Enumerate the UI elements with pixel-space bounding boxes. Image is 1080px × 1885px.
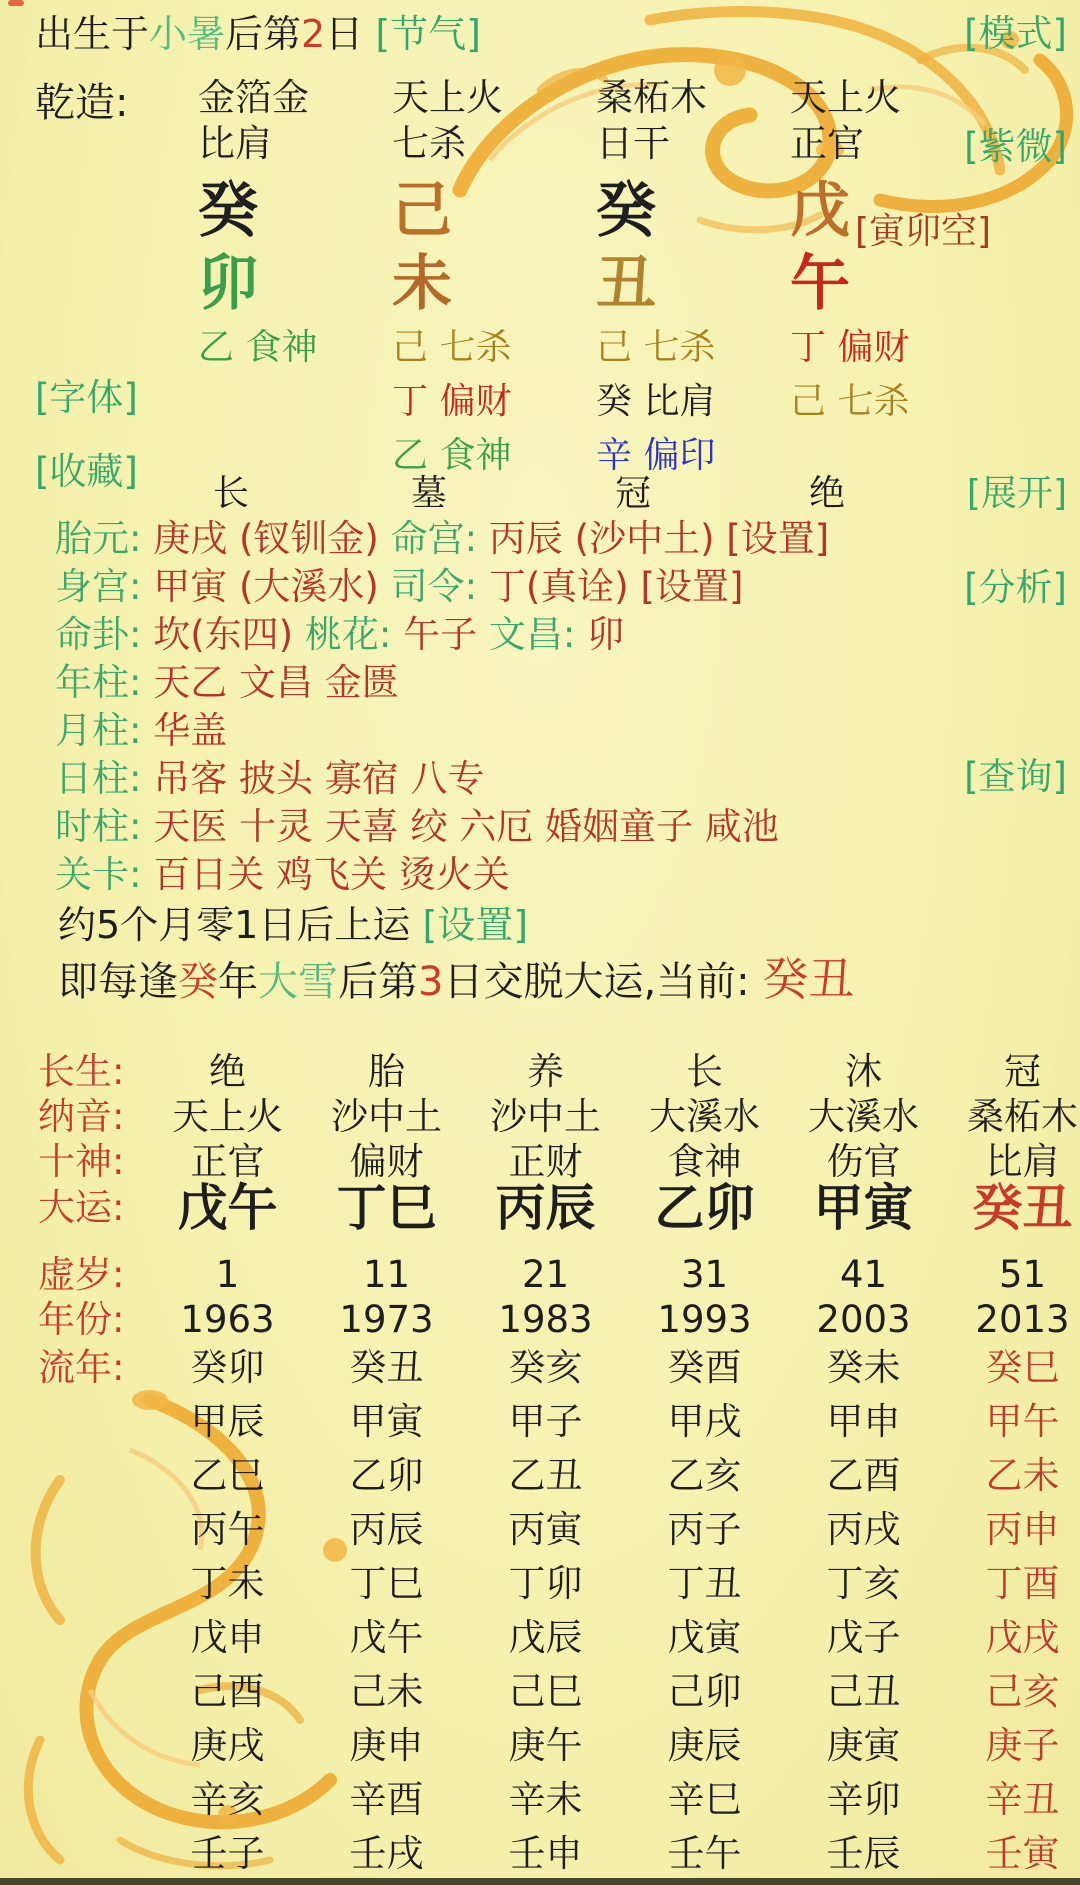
stage-cell: 绝	[209, 1050, 246, 1093]
luck-segment: 年	[218, 959, 258, 1005]
query-button[interactable]: [查询]	[964, 755, 1067, 798]
info-segment: 文昌:	[488, 613, 588, 656]
birth-term-segment: 后第	[225, 12, 302, 56]
liunian-cell[interactable]: 丁卯	[508, 1562, 583, 1605]
info-segment: 胎元:	[55, 517, 154, 560]
pillar-month	[392, 75, 584, 483]
dayun-cell[interactable]: 戊午	[177, 1179, 278, 1237]
liunian-cell[interactable]: 庚子	[985, 1724, 1060, 1767]
year-cell: 1963	[180, 1298, 275, 1341]
jieqi-button[interactable]: [节气]	[375, 12, 481, 56]
liunian-cell[interactable]: 癸亥	[508, 1346, 583, 1389]
luck-segment: 约5个月零1日后上运	[58, 903, 423, 947]
hidden-stems	[790, 321, 982, 429]
liunian-cell[interactable]: 戊辰	[508, 1616, 583, 1659]
liunian-cell[interactable]: 庚戌	[190, 1724, 265, 1767]
liunian-row	[0, 1557, 1080, 1611]
liunian-cells	[148, 1557, 1080, 1611]
stage-hour: 绝	[808, 473, 845, 514]
nayin-cell: 沙中土	[331, 1095, 442, 1138]
year-cell: 1973	[339, 1298, 434, 1341]
liunian-cell[interactable]: 己丑	[826, 1670, 901, 1713]
liunian-row	[0, 1665, 1080, 1719]
pillar-shishen: 比肩	[198, 122, 272, 165]
minggua-row	[55, 612, 1080, 658]
liunian-cell[interactable]: 甲戌	[667, 1400, 742, 1443]
liunian-cell[interactable]: 壬辰	[826, 1832, 901, 1875]
liunian-cell[interactable]: 甲寅	[349, 1400, 424, 1443]
liunian-cell[interactable]: 庚申	[349, 1724, 424, 1767]
liunian-cell[interactable]: 癸丑	[349, 1346, 424, 1389]
liunian-cell[interactable]: 己亥	[985, 1670, 1060, 1713]
liunian-cell[interactable]: 丁丑	[667, 1562, 742, 1605]
liunian-cell[interactable]: 丁亥	[826, 1562, 901, 1605]
info-segment: 时柱:	[55, 805, 154, 848]
luck-onset-line	[58, 903, 1080, 949]
nayin-cell: 大溪水	[808, 1095, 919, 1138]
guanka-row	[55, 852, 1080, 898]
earthly-branch[interactable]: 未	[392, 249, 452, 319]
liunian-cell[interactable]: 己未	[349, 1670, 424, 1713]
stage-cells	[148, 1049, 1080, 1095]
info-segment: 司令:	[390, 565, 489, 608]
luck-segment: 3	[418, 959, 444, 1005]
stage-year: 长	[212, 473, 249, 514]
hidden-stems	[392, 321, 584, 483]
liunian-cells	[148, 1665, 1080, 1719]
stage-day: 冠	[614, 473, 651, 514]
heavenly-stem[interactable]: 戊	[790, 176, 850, 246]
liunian-cell[interactable]: 甲申	[826, 1400, 901, 1443]
stage-cell: 胎	[368, 1050, 405, 1093]
stage-month: 墓	[410, 473, 447, 514]
hidden-stem: 己 七杀	[596, 327, 716, 368]
shishen-cell: 偏财	[349, 1140, 424, 1183]
birth-term-segment: 小暑	[149, 12, 226, 56]
liunian-cell[interactable]: 癸酉	[667, 1346, 742, 1389]
stage-cell: 沐	[845, 1050, 882, 1093]
heavenly-stem[interactable]: 癸	[596, 176, 656, 246]
liunian-cell[interactable]: 乙酉	[826, 1454, 901, 1497]
year-cell: 1993	[657, 1298, 752, 1341]
hidden-stem: 己 七杀	[790, 381, 910, 422]
minggong-settings-button[interactable]: [设置]	[726, 517, 830, 560]
age-cell: 31	[680, 1253, 729, 1296]
nayin-table-row	[0, 1094, 1080, 1140]
info-segment: 午子	[403, 613, 489, 656]
hidden-stems	[198, 321, 390, 375]
hour-pillar-stars-row	[55, 804, 1080, 850]
earthly-branch[interactable]: 午	[790, 249, 850, 319]
liunian-cell[interactable]: 戊午	[349, 1616, 424, 1659]
liunian-cell[interactable]: 丁未	[190, 1562, 265, 1605]
year-pillar-stars-row	[55, 660, 1080, 706]
stage-table-row	[0, 1049, 1080, 1095]
nayin-cells	[148, 1094, 1080, 1140]
ziwei-button[interactable]: [紫微]	[964, 125, 1067, 168]
month-pillar-stars-row	[55, 708, 1080, 754]
info-segment: 丁(真诠)	[488, 565, 641, 608]
liunian-cell[interactable]: 丙子	[667, 1508, 742, 1551]
hidden-stem: 乙 食神	[392, 435, 512, 476]
info-segment: 关卡:	[55, 853, 154, 896]
dayun-table-row	[0, 1176, 1080, 1240]
row-label: 虚岁:	[38, 1253, 125, 1296]
year-cell: 2013	[975, 1298, 1070, 1341]
luck-segment: 后第	[338, 959, 418, 1005]
liunian-cell[interactable]: 乙亥	[667, 1454, 742, 1497]
info-segment: 甲寅 (大溪水)	[153, 565, 391, 608]
pillar-shishen: 七杀	[392, 122, 466, 165]
liunian-row	[0, 1395, 1080, 1449]
hidden-stem: 辛 偏印	[596, 435, 716, 476]
pillar-nayin: 桑柘木	[596, 76, 707, 119]
pillar-shishen: 正官	[790, 122, 864, 165]
heavenly-stem[interactable]: 癸	[198, 176, 258, 246]
nayin-cell: 大溪水	[649, 1095, 760, 1138]
dayun-cell[interactable]: 乙卯	[654, 1179, 755, 1237]
liunian-row	[0, 1827, 1080, 1881]
liunian-cell[interactable]: 辛丑	[985, 1778, 1060, 1821]
liunian-cell[interactable]: 丙辰	[349, 1508, 424, 1551]
liunian-cell[interactable]: 辛卯	[826, 1778, 901, 1821]
info-segment: 吊客 披头 寡宿 八专	[153, 757, 485, 800]
year-cells	[148, 1297, 1080, 1343]
liunian-cell[interactable]: 辛亥	[190, 1778, 265, 1821]
liunian-cell[interactable]: 戊戌	[985, 1616, 1060, 1659]
birth-term-line	[35, 12, 481, 56]
liunian-cell[interactable]: 癸未	[826, 1346, 901, 1389]
taiyuan-row	[55, 516, 1080, 562]
shangyun-settings-button[interactable]: [设置]	[422, 903, 529, 947]
liunian-cells	[148, 1773, 1080, 1827]
liunian-cells	[148, 1449, 1080, 1503]
stage-cell: 养	[527, 1050, 564, 1093]
liunian-cell[interactable]: 癸卯	[190, 1346, 265, 1389]
birth-term-segment: 日	[325, 12, 376, 56]
liunian-cell[interactable]: 己酉	[190, 1670, 265, 1713]
dayun-cell[interactable]: 丙辰	[495, 1179, 596, 1237]
year-table-row	[0, 1297, 1080, 1343]
liunian-row	[0, 1341, 1080, 1395]
luck-segment: 即每逢	[58, 959, 178, 1005]
day-pillar-stars-row	[55, 756, 1080, 802]
liunian-cells	[148, 1719, 1080, 1773]
shishen-cell: 比肩	[985, 1140, 1060, 1183]
age-cell: 1	[215, 1253, 240, 1296]
liunian-cell[interactable]: 癸巳	[985, 1346, 1060, 1389]
heavenly-stem[interactable]: 己	[392, 176, 452, 246]
info-segment: 桃花:	[304, 613, 404, 656]
info-segment: 身宫:	[55, 565, 154, 608]
shishen-cell: 正财	[508, 1140, 583, 1183]
info-segment: 命卦:	[55, 613, 154, 656]
info-segment: 华盖	[153, 709, 228, 752]
mode-button[interactable]: [模式]	[964, 12, 1067, 55]
age-cell: 51	[998, 1253, 1047, 1296]
liunian-cell[interactable]: 甲午	[985, 1400, 1060, 1443]
age-table-row	[0, 1252, 1080, 1298]
liunian-cell[interactable]: 壬寅	[985, 1832, 1060, 1875]
liunian-cell[interactable]: 丙午	[190, 1508, 265, 1551]
liunian-cell[interactable]: 辛未	[508, 1778, 583, 1821]
liunian-row	[0, 1773, 1080, 1827]
luck-cycle-line	[58, 950, 1080, 1008]
birth-term-segment: 2	[301, 12, 326, 56]
info-segment: 月柱:	[55, 709, 154, 752]
chart-gender-label: 乾造:	[35, 80, 129, 126]
info-segment: 百日关 鸡飞关 烫火关	[153, 853, 510, 896]
shishen-cell: 正官	[190, 1140, 265, 1183]
expand-button[interactable]: [展开]	[966, 473, 1067, 514]
liunian-cell[interactable]: 庚午	[508, 1724, 583, 1767]
hidden-stem: 丁 偏财	[790, 327, 910, 368]
luck-segment: 日交脱大运,当前:	[443, 959, 763, 1005]
pillar-nayin: 天上火	[392, 76, 503, 119]
luck-segment: 癸	[178, 959, 218, 1005]
liunian-cells	[148, 1341, 1080, 1395]
liunian-cells	[148, 1827, 1080, 1881]
liunian-cell[interactable]: 丙申	[985, 1508, 1060, 1551]
font-button[interactable]: [字体]	[35, 376, 138, 419]
liunian-cell[interactable]: 己巳	[508, 1670, 583, 1713]
stage-cell: 冠	[1004, 1050, 1041, 1093]
info-segment: 庚戌 (钗钏金)	[153, 517, 391, 560]
earthly-branch[interactable]: 丑	[596, 249, 656, 319]
row-label: 十神:	[38, 1140, 125, 1183]
info-segment: 日柱:	[55, 757, 154, 800]
liunian-cell[interactable]: 丁巳	[349, 1562, 424, 1605]
liunian-cell[interactable]: 庚辰	[667, 1724, 742, 1767]
liunian-cell[interactable]: 壬午	[667, 1832, 742, 1875]
liunian-cell[interactable]: 壬戌	[349, 1832, 424, 1875]
liunian-cell[interactable]: 壬子	[190, 1832, 265, 1875]
liunian-cell[interactable]: 壬申	[508, 1832, 583, 1875]
liunian-cell[interactable]: 乙卯	[349, 1454, 424, 1497]
row-label: 长生:	[38, 1050, 125, 1093]
liunian-cell[interactable]: 甲子	[508, 1400, 583, 1443]
liunian-cell[interactable]: 辛巳	[667, 1778, 742, 1821]
row-label: 年份:	[38, 1298, 125, 1341]
dayun-cell[interactable]: 癸丑	[972, 1179, 1073, 1237]
void-branches-note: [寅卯空]	[855, 211, 992, 252]
liunian-row	[0, 1449, 1080, 1503]
year-cell: 2003	[816, 1298, 911, 1341]
pillar-shishen: 日干	[596, 122, 670, 165]
liunian-cell[interactable]: 戊寅	[667, 1616, 742, 1659]
dayun-cells	[148, 1176, 1080, 1240]
shishen-cell: 食神	[667, 1140, 742, 1183]
age-cells	[148, 1252, 1080, 1298]
liunian-cell[interactable]: 戊申	[190, 1616, 265, 1659]
liunian-cells	[148, 1611, 1080, 1665]
hidden-stem: 癸 比肩	[596, 381, 716, 422]
birth-term-segment: 出生于	[35, 12, 150, 56]
liunian-row	[0, 1719, 1080, 1773]
nayin-cell: 天上火	[172, 1095, 283, 1138]
liunian-cell[interactable]: 丁酉	[985, 1562, 1060, 1605]
hidden-stem: 乙 食神	[198, 327, 318, 368]
liunian-cell[interactable]: 庚寅	[826, 1724, 901, 1767]
earthly-branch[interactable]: 卯	[198, 249, 258, 319]
liunian-cells	[148, 1503, 1080, 1557]
age-cell: 11	[362, 1253, 411, 1296]
bottom-edge-bar	[0, 1878, 1080, 1885]
stage-cell: 长	[686, 1050, 723, 1093]
dayun-cell[interactable]: 丁巳	[336, 1179, 437, 1237]
liunian-cell[interactable]: 己卯	[667, 1670, 742, 1713]
liunian-cell[interactable]: 甲辰	[190, 1400, 265, 1443]
liunian-row	[0, 1503, 1080, 1557]
dayun-cell[interactable]: 甲寅	[813, 1179, 914, 1237]
row-label: 纳音:	[38, 1095, 125, 1138]
liunian-cell[interactable]: 乙丑	[508, 1454, 583, 1497]
info-segment: 卯	[587, 613, 625, 656]
pillar-nayin: 天上火	[790, 76, 901, 119]
info-segment: 年柱:	[55, 661, 154, 704]
luck-segment: 大雪	[258, 959, 338, 1005]
row-label: 流年:	[38, 1346, 125, 1389]
info-segment: 坎(东四)	[153, 613, 305, 656]
liunian-cell[interactable]: 辛酉	[349, 1778, 424, 1821]
age-cell: 21	[521, 1253, 570, 1296]
favorite-button[interactable]: [收藏]	[35, 450, 138, 493]
shengong-row	[55, 564, 1080, 610]
luck-segment: 癸丑	[762, 952, 855, 1006]
liunian-cell[interactable]: 丙寅	[508, 1508, 583, 1551]
age-cell: 41	[839, 1253, 888, 1296]
info-segment: 命宫:	[390, 517, 489, 560]
nayin-cell: 沙中土	[490, 1095, 601, 1138]
liunian-cell[interactable]: 乙巳	[190, 1454, 265, 1497]
liunian-row	[0, 1611, 1080, 1665]
liunian-cells	[148, 1395, 1080, 1449]
corner-decoration	[8, 0, 24, 6]
info-segment: 天医 十灵 天喜 绞 六厄 婚姻童子 咸池	[153, 805, 779, 848]
shishen-cell: 伤官	[826, 1140, 901, 1183]
info-segment: 丙辰 (沙中土)	[488, 517, 727, 560]
pillar-year	[198, 75, 390, 375]
liunian-cell[interactable]: 乙未	[985, 1454, 1060, 1497]
info-segment: 天乙 文昌 金匮	[153, 661, 399, 704]
pillar-day	[596, 75, 788, 483]
row-label: 大运:	[38, 1186, 125, 1229]
hidden-stems	[596, 321, 788, 483]
liunian-cell[interactable]: 丙戌	[826, 1508, 901, 1551]
hidden-stem: 丁 偏财	[392, 381, 512, 422]
liunian-cell[interactable]: 戊子	[826, 1616, 901, 1659]
nayin-cell: 桑柘木	[967, 1095, 1078, 1138]
pillar-nayin: 金箔金	[198, 76, 309, 119]
analyze-button[interactable]: [分析]	[964, 566, 1067, 609]
siling-settings-button[interactable]: [设置]	[640, 565, 744, 608]
year-cell: 1983	[498, 1298, 593, 1341]
hidden-stem: 己 七杀	[392, 327, 512, 368]
